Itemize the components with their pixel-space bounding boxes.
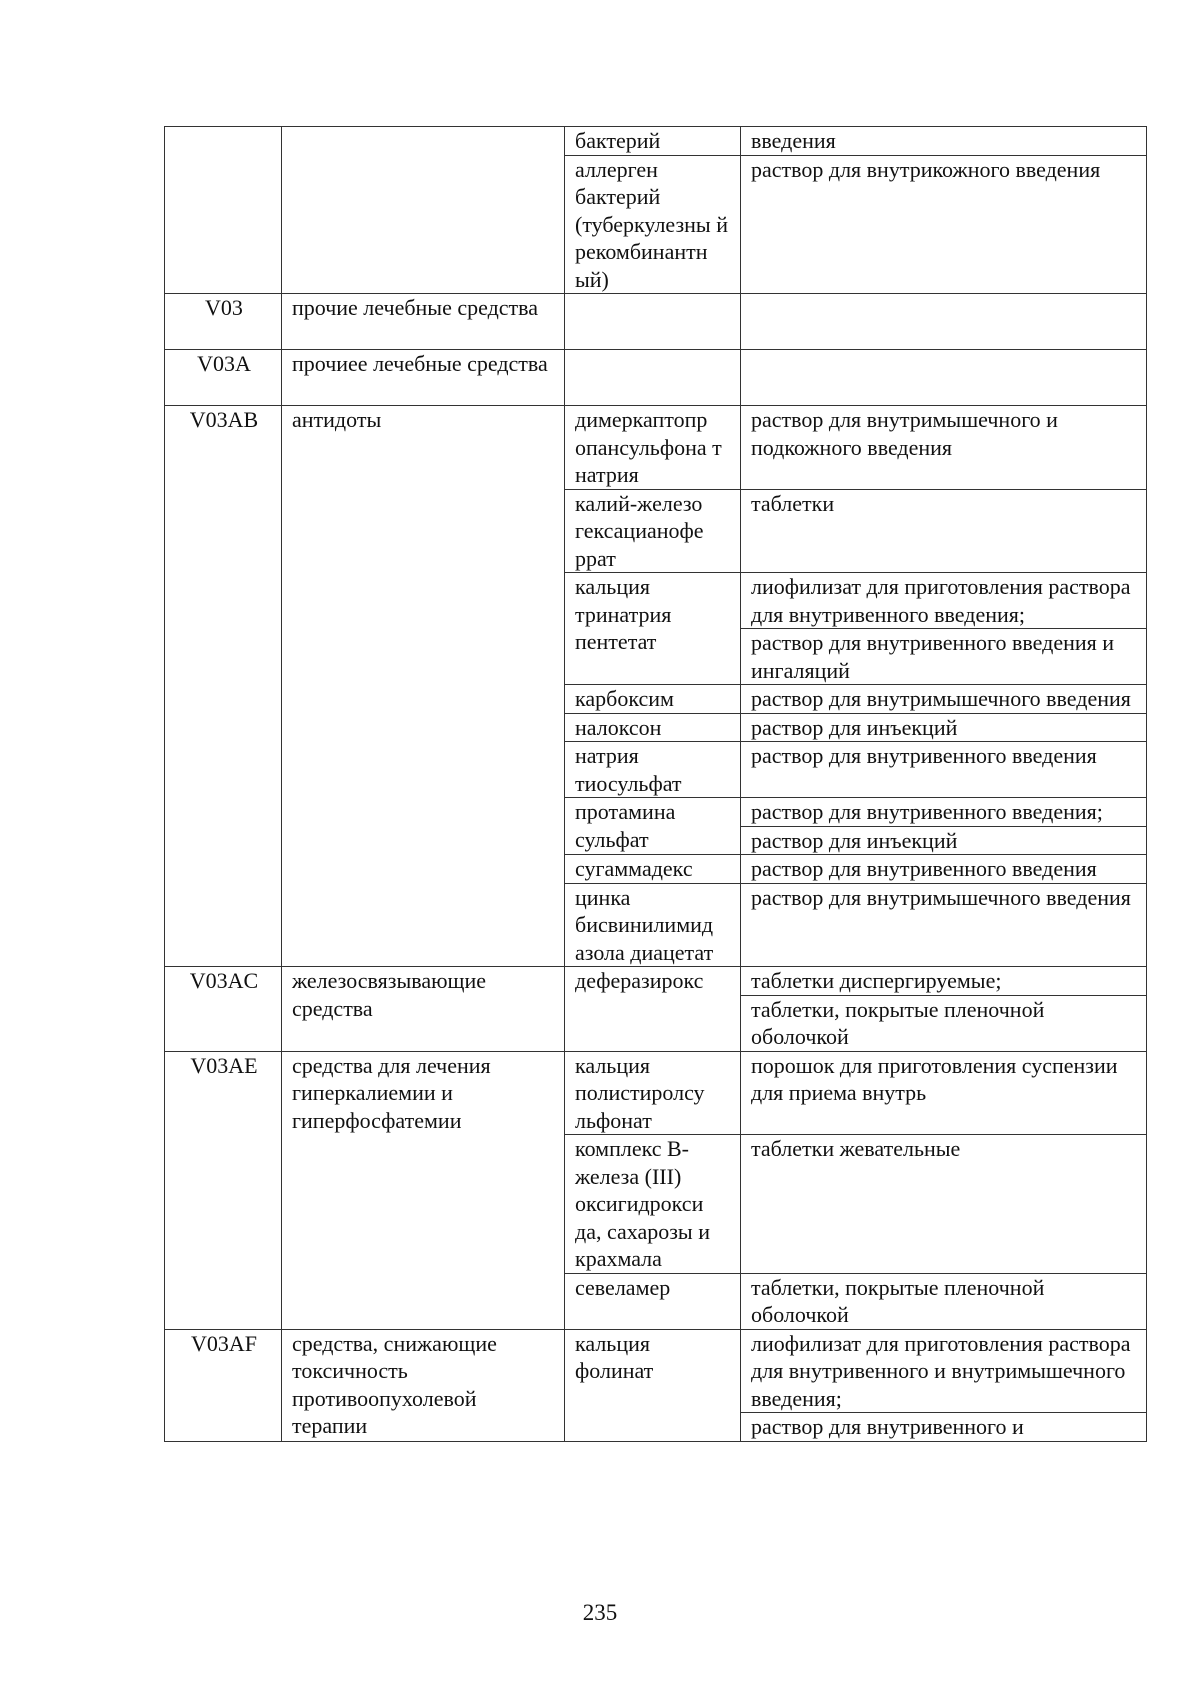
dosage-form-cell: раствор для внутривенного введения и ингаляций [741, 629, 1147, 685]
dosage-form-cell: порошок для приготовления суспензии для приема внутрь [741, 1051, 1147, 1135]
atc-code-cell [165, 127, 282, 294]
dosage-form-cell: раствор для инъекций [741, 713, 1147, 742]
dosage-form-cell: раствор для внутривенного введения; [741, 798, 1147, 827]
table-row [165, 350, 1147, 406]
group-name-cell: антидоты [282, 406, 565, 967]
dosage-form-cell: раствор для внутримышечного введения [741, 685, 1147, 714]
table-row [165, 1329, 1147, 1413]
atc-code-cell: V03A [165, 350, 282, 406]
dosage-form-cell: раствор для внутрикожного введения [741, 155, 1147, 294]
dosage-form-cell: раствор для внутривенного введения [741, 742, 1147, 798]
atc-code-cell: V03 [165, 294, 282, 350]
atc-code-cell: V03AC [165, 967, 282, 1052]
table-row [165, 967, 1147, 996]
dosage-form-cell: лиофилизат для приготовления раствора для внутривенного и внутримышечного введения; [741, 1329, 1147, 1413]
drug-name-cell: бактерий [565, 127, 741, 156]
page-number: 235 [582, 1600, 618, 1625]
group-name-cell [282, 127, 565, 294]
group-name-cell: средства, снижающие токсичность противоопухолевой терапии [282, 1329, 565, 1441]
dosage-form-cell [741, 294, 1147, 350]
drug-name-cell: натрия тиосульфат [565, 742, 741, 798]
dosage-form-cell: лиофилизат для приготовления раствора для внутривенного введения; [741, 573, 1147, 629]
dosage-form-cell: таблетки, покрытые пленочной оболочкой [741, 995, 1147, 1051]
drug-name-cell [565, 350, 741, 406]
dosage-form-cell: таблетки диспергируемые; [741, 967, 1147, 996]
drug-name-cell: димеркаптопр опансульфона т натрия [565, 406, 741, 490]
drug-name-cell: протамина сульфат [565, 798, 741, 855]
atc-code-cell: V03AB [165, 406, 282, 967]
drug-name-cell: сугаммадекс [565, 855, 741, 884]
drug-name-cell: цинка бисвинилимид азола диацетат [565, 883, 741, 967]
drug-name-cell: комплекс В-железа (III) оксигидрокси да, сахарозы и крахмала [565, 1135, 741, 1274]
atc-code-cell: V03AE [165, 1051, 282, 1329]
dosage-form-cell: таблетки [741, 489, 1147, 573]
dosage-form-cell: таблетки, покрытые пленочной оболочкой [741, 1273, 1147, 1329]
drug-name-cell: деферазирокс [565, 967, 741, 1052]
drug-name-cell: кальция фолинат [565, 1329, 741, 1441]
dosage-form-cell: таблетки жевательные [741, 1135, 1147, 1274]
dosage-form-cell: раствор для инъекций [741, 826, 1147, 855]
atc-code-cell: V03AF [165, 1329, 282, 1441]
table-row [165, 127, 1147, 156]
drug-table [164, 126, 1147, 1442]
table-row [165, 1051, 1147, 1135]
table-row [165, 406, 1147, 490]
drug-name-cell: калий-железо гексацианофе ррат [565, 489, 741, 573]
group-name-cell: прочиее лечебные средства [282, 350, 565, 406]
dosage-form-cell: раствор для внутримышечного введения [741, 883, 1147, 967]
dosage-form-cell: раствор для внутривенного введения [741, 855, 1147, 884]
group-name-cell: средства для лечения гиперкалиемии и гиперфосфатемии [282, 1051, 565, 1329]
drug-name-cell: кальция полистиролсу льфонат [565, 1051, 741, 1135]
drug-name-cell: севеламер [565, 1273, 741, 1329]
drug-name-cell: аллерген бактерий (туберкулезны й рекомбинантн ый) [565, 155, 741, 294]
dosage-form-cell [741, 350, 1147, 406]
dosage-form-cell: раствор для внутривенного и [741, 1413, 1147, 1442]
group-name-cell: железосвязывающие средства [282, 967, 565, 1052]
drug-name-cell: карбоксим [565, 685, 741, 714]
drug-name-cell: налоксон [565, 713, 741, 742]
drug-name-cell: кальция тринатрия пентетат [565, 573, 741, 685]
group-name-cell: прочие лечебные средства [282, 294, 565, 350]
dosage-form-cell: введения [741, 127, 1147, 156]
dosage-form-cell: раствор для внутримышечного и подкожного введения [741, 406, 1147, 490]
table-row [165, 294, 1147, 350]
drug-name-cell [565, 294, 741, 350]
